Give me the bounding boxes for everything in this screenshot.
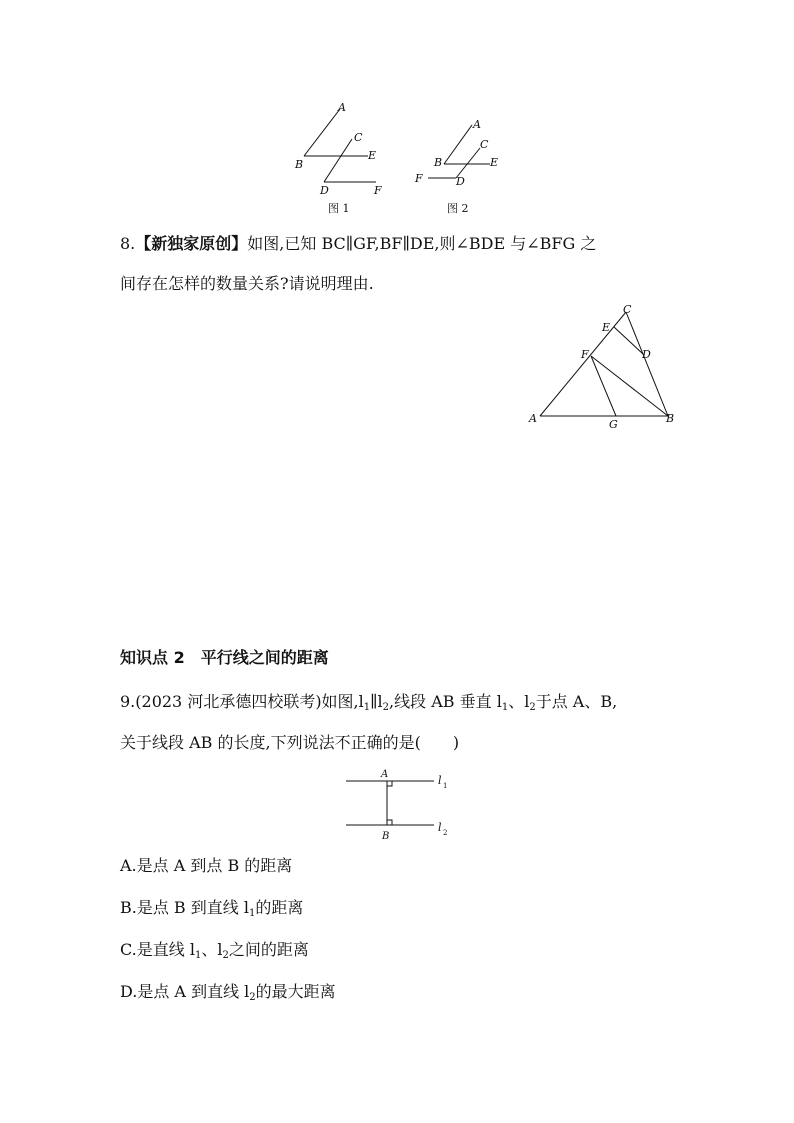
q9-label-b: B [382, 831, 390, 842]
fig2-label-c: C [480, 138, 489, 151]
q9-sub-4: 2 [529, 702, 536, 713]
fig1-label-d: D [320, 184, 329, 197]
q9-line-1 [120, 691, 617, 713]
q9-option-d-tail: 的最大距离 [255, 982, 336, 1001]
q8-triangle-figure [520, 298, 690, 436]
q9-line-2: 关于线段 AB 的长度,下列说法不正确的是( ) [120, 733, 460, 752]
q9-right-angle-a [387, 781, 392, 786]
q9-label-a: A [381, 769, 389, 780]
q8-seg-ed [614, 327, 643, 354]
q9-option-d-text: D.是点 A 到直线 l [120, 982, 250, 1001]
q8-tag: 【新独家原创】 [135, 234, 248, 253]
q8-seg-fg [591, 356, 616, 416]
fig1-line-cd [324, 139, 352, 182]
fig2-label-e: E [490, 156, 499, 169]
q9-text-1c: ,线段 AB 垂直 l [389, 692, 502, 711]
fig2-label-d: D [456, 175, 465, 188]
q9-option-c-text: C.是直线 l [120, 940, 195, 959]
fig1-label-e: E [368, 149, 377, 162]
q9-sub-2: 2 [382, 702, 390, 713]
fig1-label-c: C [354, 131, 363, 144]
q8-side-ac [540, 312, 626, 416]
q8-label-c: C [623, 303, 632, 316]
q9-text-1a: (2023 河北承德四校联考)如图,l [135, 692, 364, 711]
fig1-line-ab [304, 109, 340, 156]
q9-text-1d: 、l [508, 692, 530, 711]
q8-side-cb [626, 312, 668, 416]
fig1-caption: 图 1 [328, 202, 350, 215]
q9-option-b-tail: 的距离 [255, 898, 304, 917]
q9-parallel-lines-figure [340, 764, 460, 844]
q9-option-c-mid: 、l [201, 940, 223, 959]
fig1-label-f: F [374, 184, 382, 197]
q8-label-a: A [529, 412, 537, 425]
fig2-label-a: A [473, 118, 481, 131]
fig2-label-f: F [415, 172, 423, 185]
fig2-line-ab [444, 125, 472, 164]
q9-option-d-sub: 2 [249, 992, 256, 1003]
q9-option-b-sub: 1 [248, 908, 256, 919]
q9-option-b [120, 897, 303, 919]
q8-seg-fb [591, 356, 668, 416]
q8-label-f: F [581, 348, 589, 361]
q9-sub-3: 1 [501, 702, 509, 713]
q9-right-angle-b [387, 820, 392, 825]
fig2-line-cd [456, 148, 480, 178]
q9-option-c-tail: 之间的距离 [228, 940, 309, 959]
q8-label-e: E [602, 321, 611, 334]
q9-option-c-sub1: 1 [194, 950, 202, 961]
q8-line-1 [120, 233, 596, 255]
q9-option-d [120, 981, 336, 1003]
q8-label-g: G [609, 418, 618, 431]
q9-number: 9. [120, 692, 136, 711]
q8-text-1: 如图,已知 BC∥GF,BF∥DE,则∠BDE 与∠BFG 之 [247, 234, 597, 253]
q9-option-c-sub2: 2 [222, 950, 229, 961]
section-heading: 知识点 2 平行线之间的距离 [120, 648, 329, 667]
q9-sub-1: 1 [363, 702, 371, 713]
fig1-label-a: A [338, 101, 346, 114]
q9-label-l2-sub: 2 [443, 829, 448, 837]
q9-label-l1-sub: 1 [443, 782, 448, 790]
q8-label-d: D [642, 348, 651, 361]
q9-label-l1: l [438, 774, 442, 787]
q8-label-b: B [666, 412, 675, 425]
q9-text-1b: ∥l [370, 692, 383, 711]
fig2-label-b: B [434, 156, 443, 169]
q9-option-a: A.是点 A 到点 B 的距离 [120, 856, 293, 875]
figure-parallel-angles [280, 95, 520, 220]
fig2-caption: 图 2 [447, 202, 469, 215]
q9-option-b-text: B.是点 B 到直线 l [120, 898, 249, 917]
q9-label-l2: l [438, 821, 442, 834]
fig1-label-b: B [295, 158, 304, 171]
q9-text-1e: 于点 A、B, [535, 692, 618, 711]
q9-option-c [120, 939, 309, 961]
q8-line-2: 间存在怎样的数量关系?请说明理由. [120, 274, 374, 293]
q8-number: 8. [120, 234, 136, 253]
